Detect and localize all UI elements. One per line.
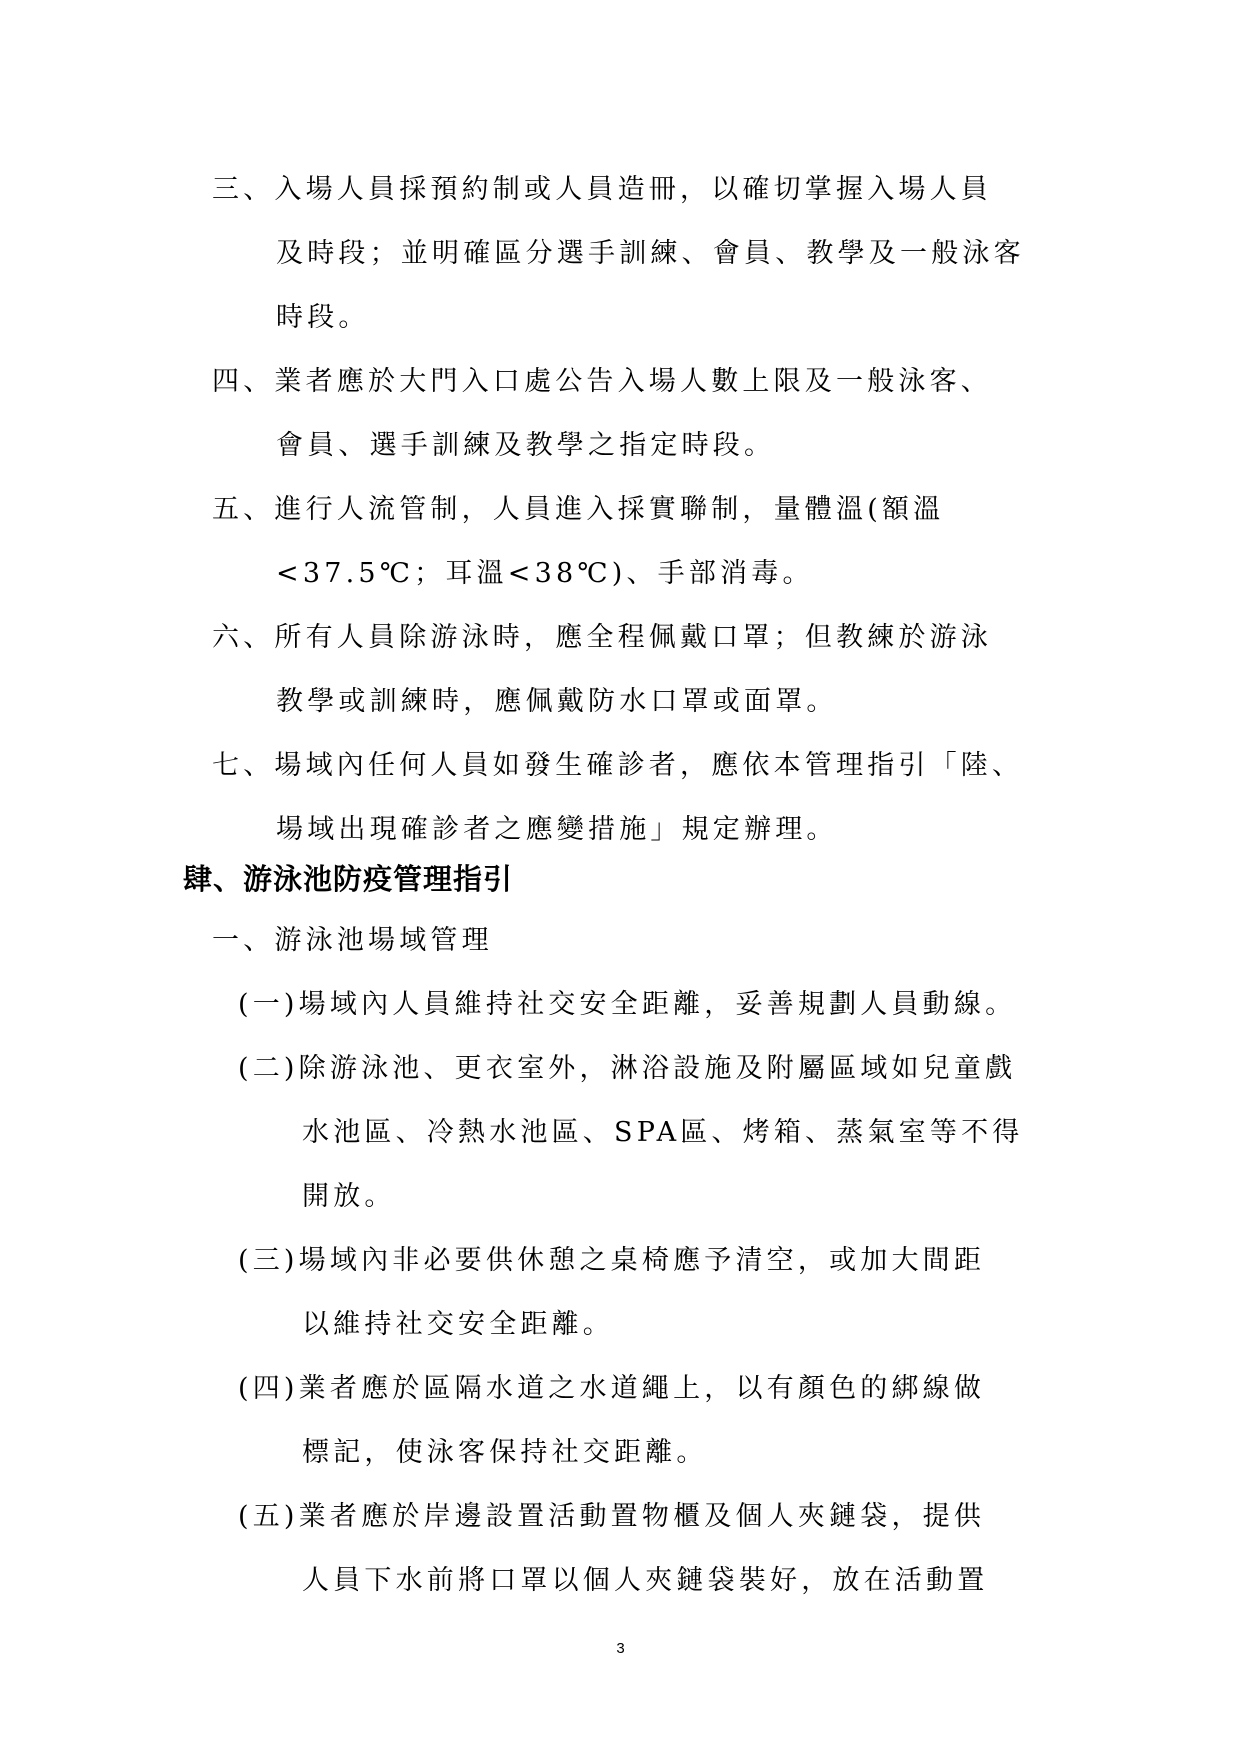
sub-item-4-line-1: (四)業者應於區隔水道之水道繩上，以有顏色的綁線做	[238, 1373, 986, 1404]
item-3-line-1: 三、入場人員採預約制或人員造冊，以確切掌握入場人員	[212, 174, 992, 205]
item-7-line-2: 場域出現確診者之應變措施」規定辦理。	[276, 814, 838, 845]
sub-item-5-line-1: (五)業者應於岸邊設置活動置物櫃及個人夾鏈袋，提供	[238, 1501, 986, 1532]
item-5-line-2: <37.5℃；耳溫<38℃)、手部消毒。	[276, 558, 814, 589]
sub-item-5-line-2: 人員下水前將口罩以個人夾鏈袋裝好，放在活動置	[302, 1565, 989, 1596]
item-6-line-2: 教學或訓練時，應佩戴防水口罩或面罩。	[276, 686, 838, 717]
sub-item-2-line-1: (二)除游泳池、更衣室外，淋浴設施及附屬區域如兒童戲	[238, 1053, 1017, 1084]
sub-item-3-line-2: 以維持社交安全距離。	[302, 1309, 614, 1340]
sub-item-3-line-1: (三)場域內非必要供休憩之桌椅應予清空，或加大間距	[238, 1245, 986, 1276]
sub-item-4-line-2: 標記，使泳客保持社交距離。	[302, 1437, 708, 1468]
sub-item-2-line-3: 開放。	[302, 1181, 396, 1212]
section-heading: 肆、游泳池防疫管理指引	[183, 862, 514, 896]
item-4-line-1: 四、業者應於大門入口處公告入場人數上限及一般泳客、	[212, 366, 992, 397]
item-4-line-2: 會員、選手訓練及教學之指定時段。	[276, 430, 776, 461]
subsection-title: 一、游泳池場域管理	[212, 925, 493, 956]
item-6-line-1: 六、所有人員除游泳時，應全程佩戴口罩；但教練於游泳	[212, 622, 992, 653]
sub-item-1-line-1: (一)場域內人員維持社交安全距離，妥善規劃人員動線。	[238, 989, 1017, 1020]
item-3-line-3: 時段。	[276, 302, 370, 333]
item-3-line-2: 及時段；並明確區分選手訓練、會員、教學及一般泳客	[276, 238, 1025, 269]
item-5-line-1: 五、進行人流管制，人員進入採實聯制，量體溫(額溫	[212, 494, 945, 525]
item-7-line-1: 七、場域內任何人員如發生確診者，應依本管理指引「陸、	[212, 750, 1024, 781]
page-number: 3	[616, 1640, 625, 1657]
sub-item-2-line-2: 水池區、冷熱水池區、SPA區、烤箱、蒸氣室等不得	[302, 1117, 1024, 1148]
